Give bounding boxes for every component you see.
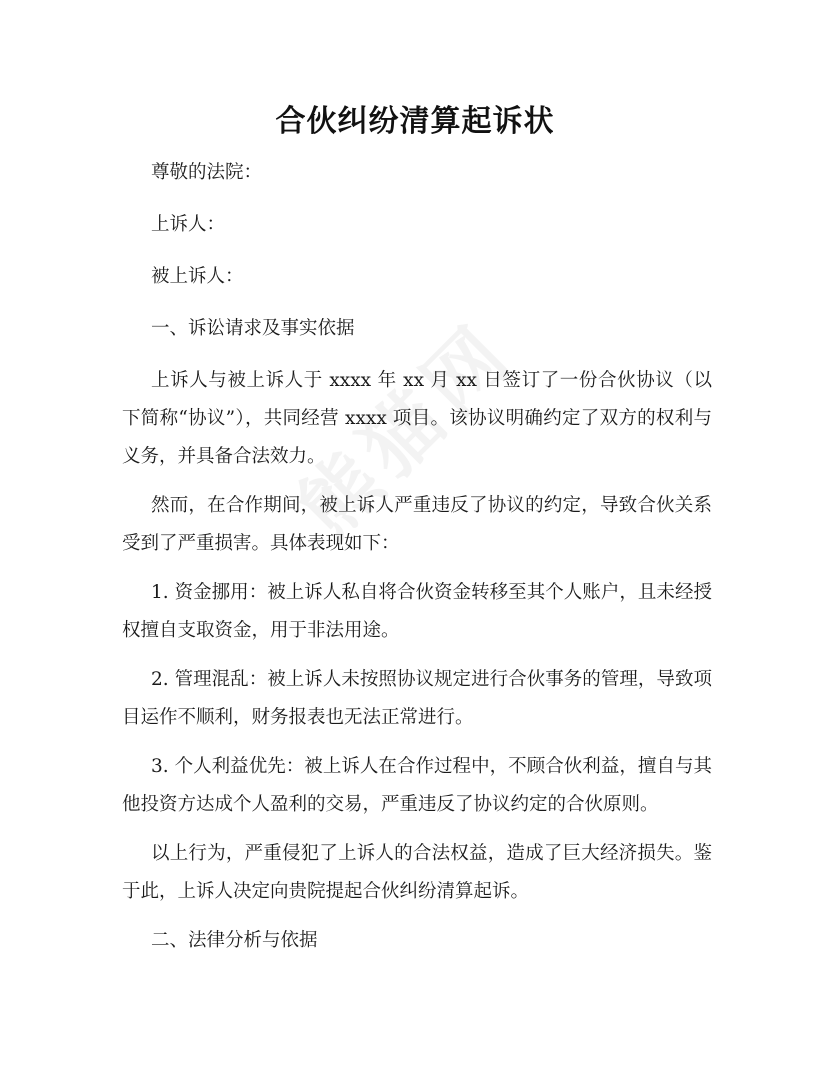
salutation: 尊敬的法院： [151, 162, 263, 183]
paragraph-conclusion: 以上行为，严重侵犯了上诉人的合法权益，造成了巨大经济损失。鉴于此，上诉人决定向贵院提起合伙纠纷清算起诉。 [122, 843, 712, 902]
appellee-line: 被上诉人： [151, 266, 244, 287]
list-item-self-interest: 3. 个人利益优先：被上诉人在合作过程中，不顾合伙利益，擅自与其他投资方达成个人盈利的交易，严重违反了协议约定的合伙原则。 [122, 756, 712, 815]
list-item-fund-misuse: 1. 资金挪用：被上诉人私自将合伙资金转移至其个人账户，且未经授权擅自支取资金，用于非法用途。 [122, 582, 712, 641]
document-body [122, 154, 712, 974]
appellant-line: 上诉人： [151, 214, 226, 235]
list-item-mismanagement: 2. 管理混乱：被上诉人未按照协议规定进行合伙事务的管理，导致项目运作不顺利，财务报表也无法正常进行。 [122, 669, 712, 728]
document-title: 合伙纠纷清算起诉状 [275, 104, 555, 139]
section-heading-legal: 二、法律分析与依据 [151, 930, 318, 951]
section-heading-claims: 一、诉讼请求及事实依据 [151, 318, 355, 339]
paragraph-agreement: 上诉人与被上诉人于 xxxx 年 xx 月 xx 日签订了一份合伙协议（以下简称“协议”），共同经营 xxxx 项目。该协议明确约定了双方的权利与义务，并具备合法效力。 [122, 370, 712, 467]
paragraph-breach: 然而，在合作期间，被上诉人严重违反了协议的约定，导致合伙关系受到了严重损害。具体表现如下： [122, 495, 712, 554]
